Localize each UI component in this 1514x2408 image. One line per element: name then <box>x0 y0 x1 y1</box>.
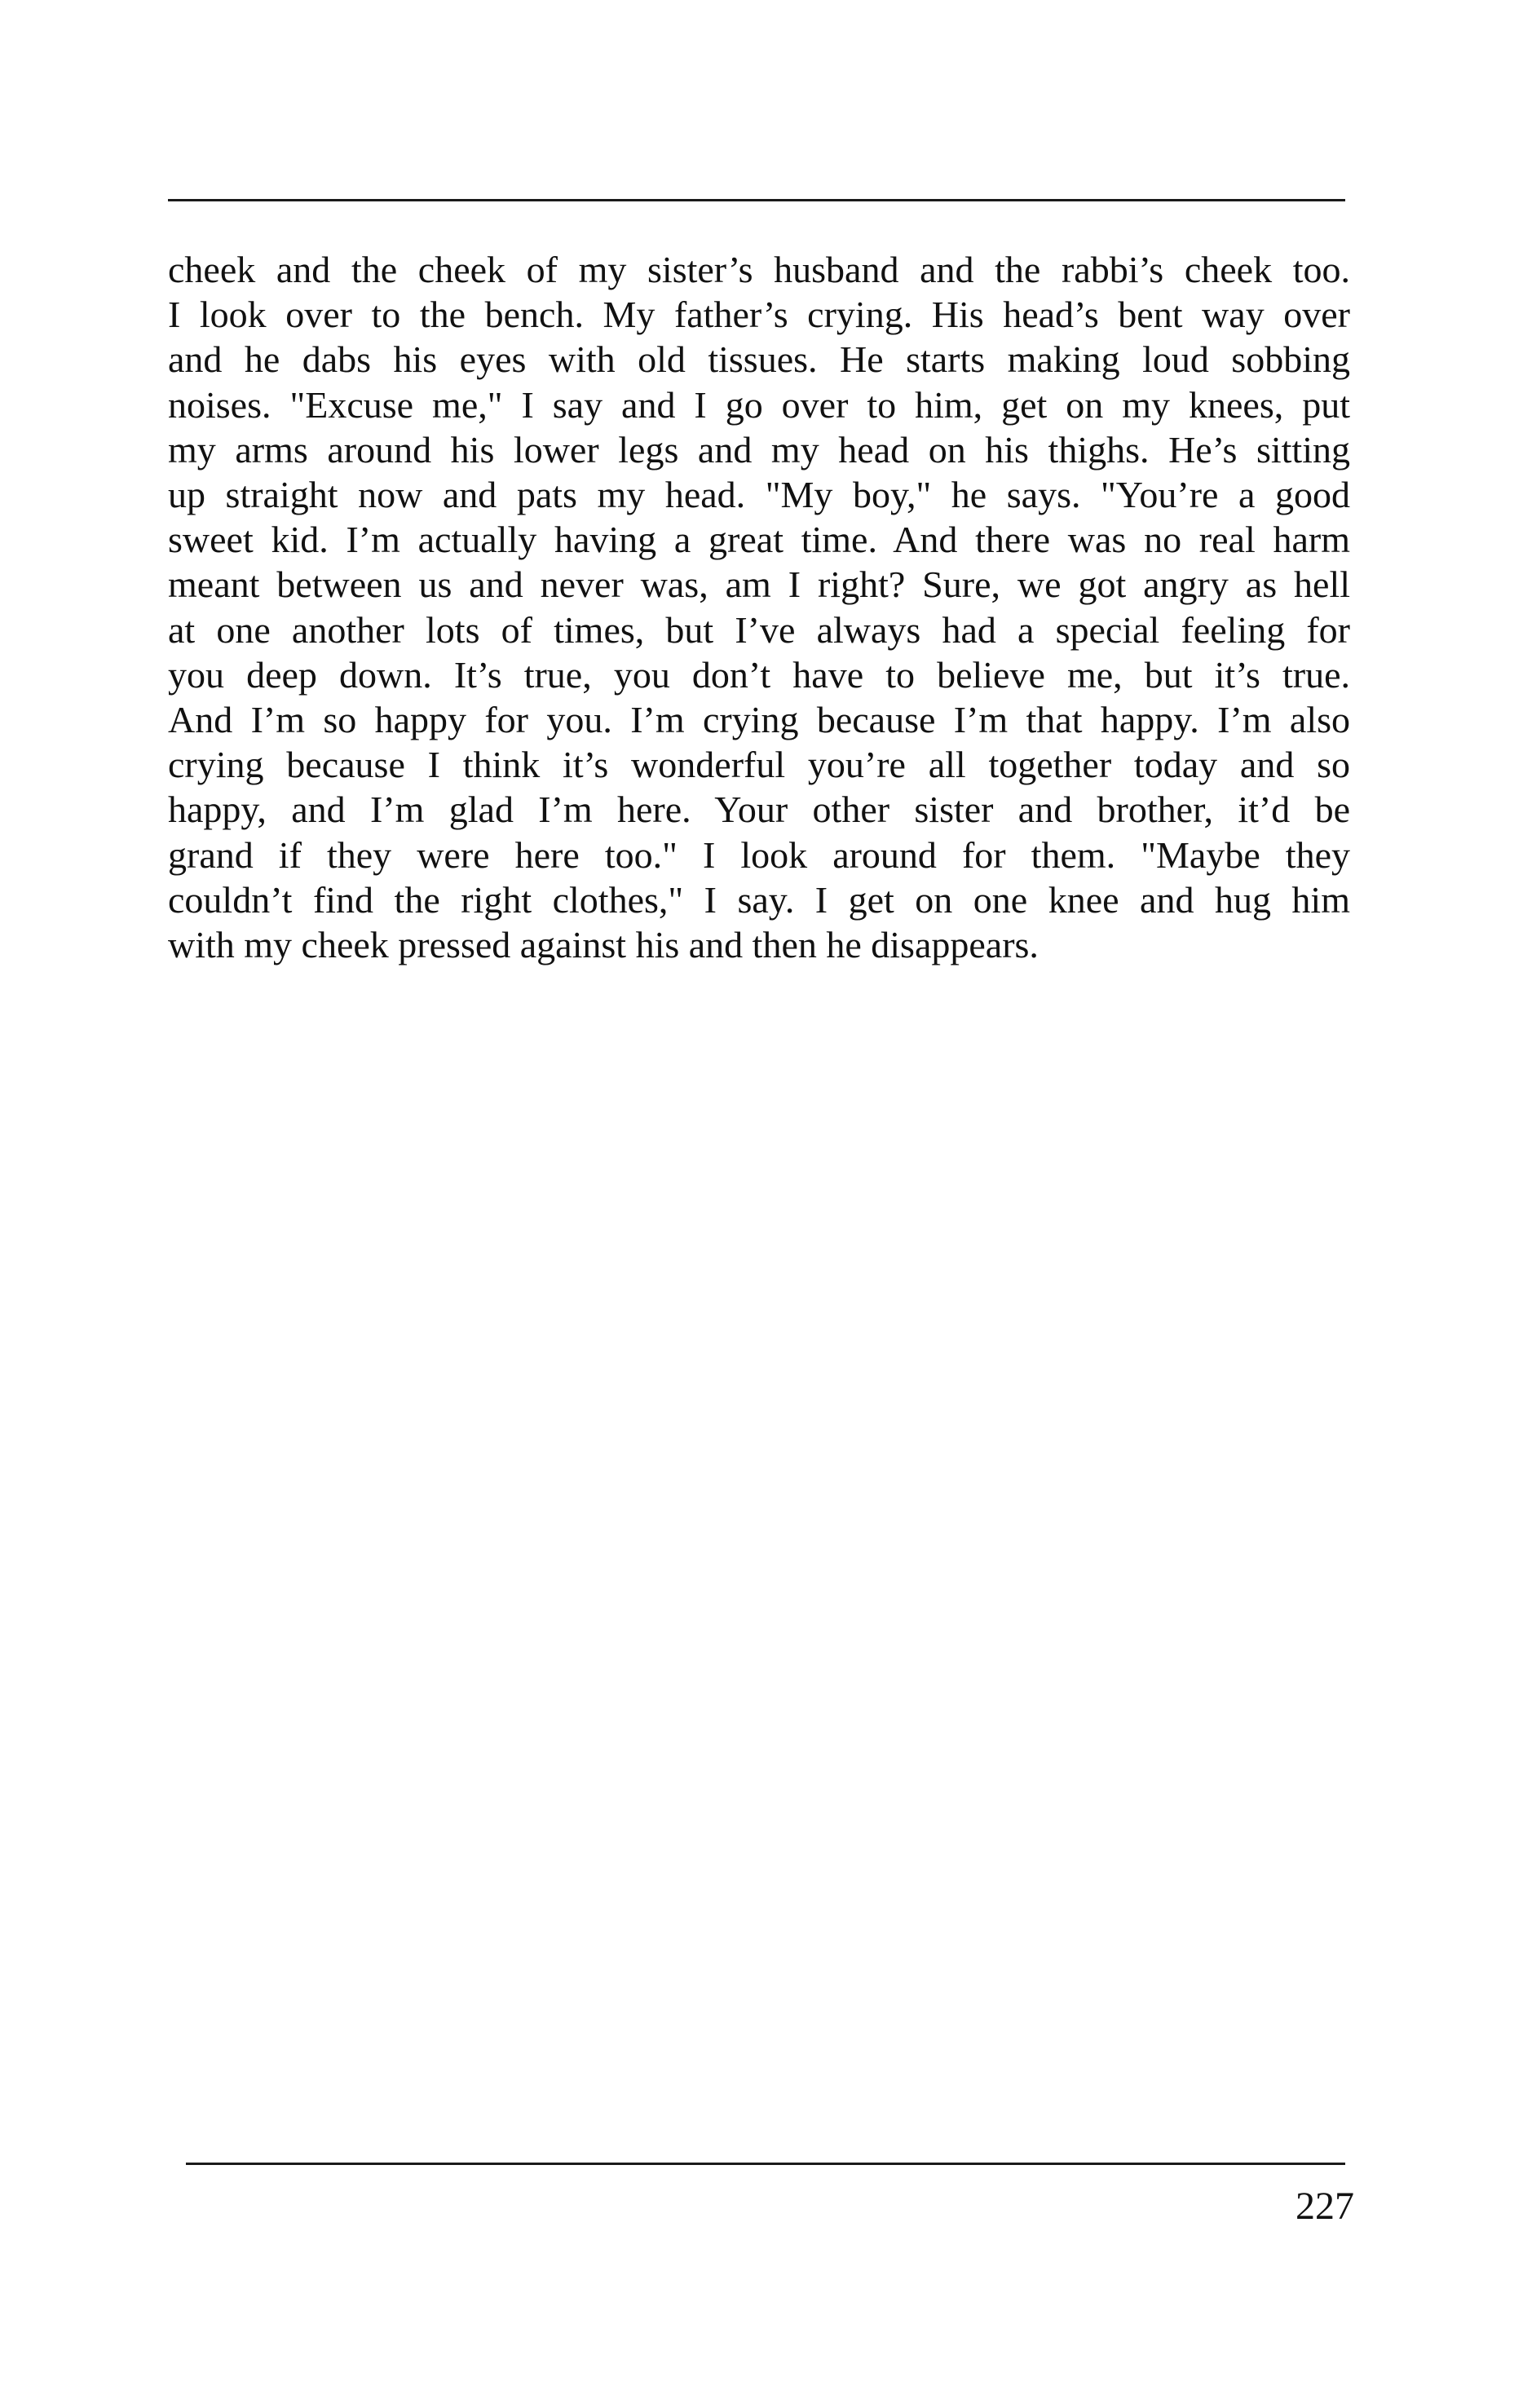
page-number: 227 <box>1296 2185 1354 2228</box>
text-line: And I’m so happy for you. I’m crying because I’m that happy. I’m also <box>168 699 1350 741</box>
text-line: cheek and the cheek of my sister’s husband and the rabbi’s cheek too. <box>168 249 1350 290</box>
text-line: up straight now and pats my head. "My boy," he says. "You’re a good <box>168 474 1350 516</box>
text-line: and he dabs his eyes with old tissues. He starts making loud sobbing <box>168 338 1350 381</box>
text-line: at one another lots of times, but I’ve always had a special feeling for <box>168 608 1350 651</box>
text-line: sweet kid. I’m actually having a great time. And there was no real harm <box>168 519 1350 561</box>
text-line: I look over to the bench. My father’s crying. His head’s bent way over <box>168 294 1350 336</box>
text-line: my arms around his lower legs and my head on his thighs. He’s sitting <box>168 428 1350 471</box>
text-line: with my cheek pressed against his and then he disappears. <box>168 924 1039 966</box>
text-line: happy, and I’m glad I’m here. Your other sister and brother, it’d be <box>168 789 1350 831</box>
footer-rule <box>186 2163 1345 2165</box>
body-paragraph <box>168 247 1350 967</box>
text-line: crying because I think it’s wonderful you’re all together today and so <box>168 744 1350 786</box>
header-rule <box>168 199 1345 201</box>
text-line: meant between us and never was, am I right? Sure, we got angry as hell <box>168 563 1350 606</box>
text-line: couldn’t find the right clothes," I say. I get on one knee and hug him <box>168 878 1350 921</box>
text-line: noises. "Excuse me," I say and I go over to him, get on my knees, put <box>168 383 1350 426</box>
text-line: you deep down. It’s true, you don’t have to believe me, but it’s true. <box>168 653 1350 696</box>
text-line: grand if they were here too." I look around for them. "Maybe they <box>168 833 1350 876</box>
